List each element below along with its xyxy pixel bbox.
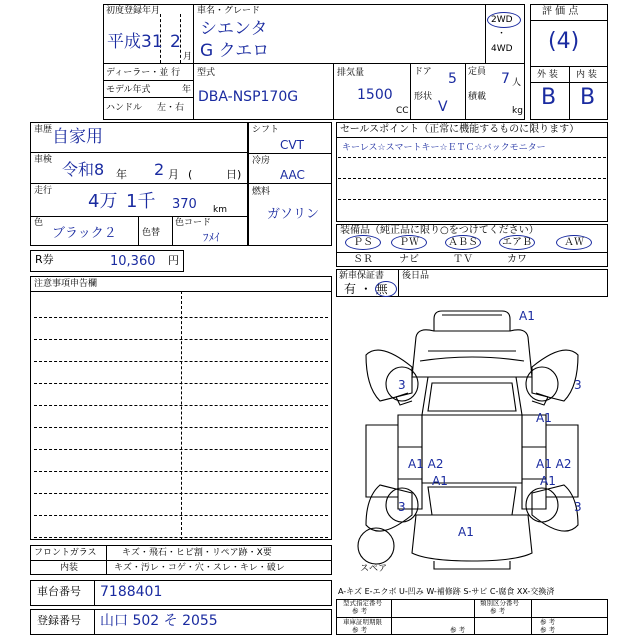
sales-points-label: セールスポイント（正常に機能するものに限ります） bbox=[340, 124, 580, 135]
color-code-label: 色コード bbox=[175, 218, 212, 228]
equipment-line bbox=[336, 252, 608, 253]
car-name: シエンタ bbox=[200, 19, 268, 39]
model-year-unit: 年 bbox=[182, 85, 192, 95]
header-vdivider-1 bbox=[193, 4, 194, 120]
car-grade: G クエロ bbox=[200, 41, 270, 61]
damage-mark: 3 bbox=[398, 378, 406, 392]
equipment-item: ＡＷ bbox=[564, 237, 584, 248]
shift-label: シフト bbox=[252, 125, 280, 135]
score-value: (4) bbox=[548, 29, 580, 54]
displacement-label: 排気量 bbox=[337, 68, 365, 78]
model-cert-label: 型式指定番号 bbox=[343, 599, 382, 607]
header-vdivider-2 bbox=[333, 63, 334, 120]
drivetrain-line-2 bbox=[248, 183, 332, 184]
damage-mark: A1 A2 bbox=[408, 457, 444, 471]
ac-value: AAC bbox=[280, 168, 305, 182]
inspection-day-unit: 日) bbox=[226, 168, 242, 181]
kg-unit: kg bbox=[512, 106, 523, 116]
drive-dot: ・ bbox=[497, 29, 507, 39]
notes-dash-line bbox=[34, 493, 328, 494]
warranty-selected-circle bbox=[375, 281, 397, 297]
shape-label: 形状 bbox=[414, 92, 433, 102]
chassis-value: 7188401 bbox=[100, 584, 163, 600]
dealer-label: ディーラー・並 行 bbox=[106, 68, 181, 78]
doors-value: 5 bbox=[448, 71, 457, 87]
r-unit: 円 bbox=[168, 254, 179, 267]
interior-score: B bbox=[580, 85, 596, 110]
equipment-item: ＳＲ bbox=[353, 254, 373, 265]
damage-mark: A1 bbox=[432, 474, 448, 488]
equipment-item: ＰＳ bbox=[353, 237, 373, 248]
front-glass-text: キズ・飛石・ヒビ割・リペア跡・X要 bbox=[122, 548, 272, 558]
mileage-man: 4万 bbox=[88, 191, 118, 212]
category-label: 車歴 bbox=[34, 125, 53, 135]
capacity-value: 7 bbox=[501, 71, 510, 87]
inspection-paren: ( bbox=[188, 168, 193, 181]
km-unit: km bbox=[213, 205, 227, 215]
warranty-vline bbox=[398, 269, 399, 297]
drive-2wd: 2WD bbox=[491, 15, 513, 25]
equipment-item-circle bbox=[556, 235, 592, 250]
header-row-line-1 bbox=[103, 80, 193, 81]
registration-label: 登録番号 bbox=[37, 614, 81, 627]
first-reg-month: 2 bbox=[170, 32, 181, 52]
damage-mark: A1 bbox=[458, 525, 474, 539]
notes-label: 注意事項申告欄 bbox=[34, 279, 98, 289]
cc-unit: CC bbox=[396, 106, 409, 116]
displacement-value: 1500 bbox=[357, 87, 393, 103]
header-row-line-2 bbox=[103, 97, 193, 98]
notes-dash-line bbox=[34, 383, 328, 384]
equipment-item-circle bbox=[391, 235, 427, 250]
equipment-label: 装備品（純正品に限り○をつけてください） bbox=[340, 225, 539, 236]
header-vdivider-4 bbox=[465, 63, 466, 120]
ref-label-2: 参 考 bbox=[490, 607, 506, 615]
category-value: 自家用 bbox=[52, 127, 103, 147]
details-line-3 bbox=[30, 216, 248, 217]
model-year-label: モデル年式 bbox=[106, 85, 151, 95]
reference-vline-1 bbox=[391, 599, 392, 635]
drivetrain-line-1 bbox=[248, 153, 332, 154]
equipment-item: カワ bbox=[507, 254, 527, 265]
doors-label: ドア bbox=[414, 67, 432, 77]
inspection-era: 令和8 bbox=[62, 160, 105, 179]
notes-dash-line bbox=[34, 361, 328, 362]
details-vline-1 bbox=[138, 216, 139, 246]
equipment-item-circle bbox=[499, 235, 535, 250]
inspection-year-unit: 年 bbox=[116, 168, 127, 181]
mileage-sen: 1千 bbox=[126, 191, 156, 212]
cert-expiry-ref: 参 考 bbox=[540, 626, 556, 634]
cert-expiry-label: 車庫証明期限 bbox=[343, 618, 382, 626]
damage-mark: A1 bbox=[519, 309, 535, 323]
color-code-value: ﾌﾒｲ bbox=[203, 231, 220, 244]
ref-small: 参 考 bbox=[450, 626, 466, 634]
warranty-value: 有 ・ 無 bbox=[344, 282, 388, 296]
drive-4wd: 4WD bbox=[491, 44, 513, 54]
ref-label-4: 参 考 bbox=[540, 618, 556, 626]
damage-mark: 3 bbox=[574, 378, 582, 392]
exterior-label: 外 装 bbox=[537, 70, 558, 80]
notes-dash-line bbox=[34, 515, 328, 516]
equipment-item: ＰＷ bbox=[399, 237, 419, 248]
reference-vline-3 bbox=[531, 599, 532, 635]
score-vline bbox=[569, 66, 570, 120]
spare-label: スペア bbox=[360, 564, 388, 574]
equipment-item: ＴＶ bbox=[453, 254, 473, 265]
handle-label: ハンドル bbox=[106, 103, 143, 113]
header-divider bbox=[103, 63, 525, 64]
color-label: 色 bbox=[34, 218, 44, 228]
first-reg-era: 平成31 bbox=[107, 32, 163, 52]
front-glass-label: フロントガラス bbox=[34, 548, 97, 558]
details-vline-2 bbox=[172, 216, 173, 246]
model-label: 型式 bbox=[197, 68, 216, 78]
score-label: 評 価 点 bbox=[542, 6, 579, 17]
reference-vline-2 bbox=[474, 599, 475, 635]
damage-mark: A1 A2 bbox=[536, 457, 572, 471]
interior-label: 内 装 bbox=[576, 70, 597, 80]
damage-mark: 3 bbox=[398, 500, 406, 514]
registration-vline bbox=[94, 609, 95, 635]
registration-value: 山口 502 そ 2055 bbox=[100, 613, 218, 629]
damage-mark: 3 bbox=[574, 500, 582, 514]
sales-dash-1 bbox=[338, 157, 606, 158]
r-label: R券 bbox=[35, 253, 54, 266]
mileage-rest: 370 bbox=[172, 197, 197, 212]
fuel-label: 燃料 bbox=[252, 187, 271, 197]
damage-mark: A1 bbox=[540, 474, 556, 488]
interior-glass-text: キズ・汚レ・コゲ・穴・スレ・キレ・破レ bbox=[114, 563, 285, 573]
shift-value: CVT bbox=[280, 138, 304, 152]
category-num-label: 類別区分番号 bbox=[480, 599, 519, 607]
glass-line bbox=[30, 560, 332, 561]
header-vdivider-3 bbox=[410, 63, 411, 120]
warranty-label: 新車保証書 bbox=[339, 271, 385, 281]
fuel-value: ガソリン bbox=[267, 207, 320, 222]
equipment-item: ＡＢＳ bbox=[448, 237, 478, 248]
color-change-label: 色替 bbox=[142, 228, 161, 238]
inspection-month-unit: 月 bbox=[168, 168, 179, 181]
sales-dash-3 bbox=[338, 199, 606, 200]
mileage-label: 走行 bbox=[34, 186, 53, 196]
sales-header-line bbox=[336, 137, 608, 138]
notes-dash-line bbox=[34, 317, 328, 318]
first-reg-month-unit: 月 bbox=[183, 52, 193, 62]
equipment-item: ナビ bbox=[399, 254, 419, 265]
car-diagram bbox=[336, 297, 608, 580]
equipment-item-circle bbox=[445, 235, 481, 250]
chassis-vline bbox=[94, 580, 95, 606]
capacity-unit: 人 bbox=[512, 78, 522, 88]
model-value: DBA-NSP170G bbox=[198, 89, 299, 105]
notes-dash-line bbox=[34, 427, 328, 428]
header-vdivider-5 bbox=[485, 4, 486, 63]
damage-mark: A1 bbox=[536, 411, 552, 425]
first-reg-label: 初度登録年月 bbox=[106, 6, 161, 16]
chassis-label: 車台番号 bbox=[37, 585, 81, 598]
warranty-date-label: 後日品 bbox=[402, 271, 430, 281]
damage-legend: A-キズ E-エクボ U-凹み W-補修跡 S-サビ C-腐食 XX-交換済 bbox=[338, 587, 555, 596]
sales-points-text: キーレス☆スマートキー☆ＥＴＣ☆バックモニター bbox=[342, 143, 546, 153]
notes-dash-line bbox=[34, 471, 328, 472]
ac-label: 冷房 bbox=[252, 156, 271, 166]
exterior-score: B bbox=[541, 85, 557, 110]
r-value: 10,360 bbox=[110, 254, 156, 269]
details-line-2 bbox=[30, 183, 248, 184]
notes-dash-line bbox=[34, 537, 328, 538]
equipment-item-circle bbox=[345, 235, 381, 250]
inspection-label: 車検 bbox=[34, 155, 53, 165]
handle-values: 左・右 bbox=[157, 103, 185, 113]
notes-dash-line bbox=[34, 339, 328, 340]
capacity-label: 定員 bbox=[468, 67, 487, 77]
interior-glass-label: 内装 bbox=[60, 563, 79, 573]
notes-dash-line bbox=[34, 405, 328, 406]
equipment-item: エアＢ bbox=[502, 237, 532, 248]
score-line-1 bbox=[530, 20, 608, 21]
notes-dash-line bbox=[34, 449, 328, 450]
details-line-1 bbox=[30, 152, 248, 153]
color-value: ブラック２ bbox=[52, 226, 117, 241]
load-label: 積載 bbox=[468, 92, 487, 102]
ref-label-3: 参 考 bbox=[352, 626, 368, 634]
ref-label-1: 参 考 bbox=[352, 607, 368, 615]
glass-vline bbox=[106, 545, 107, 575]
notes-dash-col bbox=[181, 291, 182, 540]
car-name-label: 車名・グレード bbox=[197, 6, 261, 16]
shape-value: V bbox=[438, 99, 448, 115]
inspection-month: 2 bbox=[154, 160, 165, 179]
sales-dash-2 bbox=[338, 178, 606, 179]
